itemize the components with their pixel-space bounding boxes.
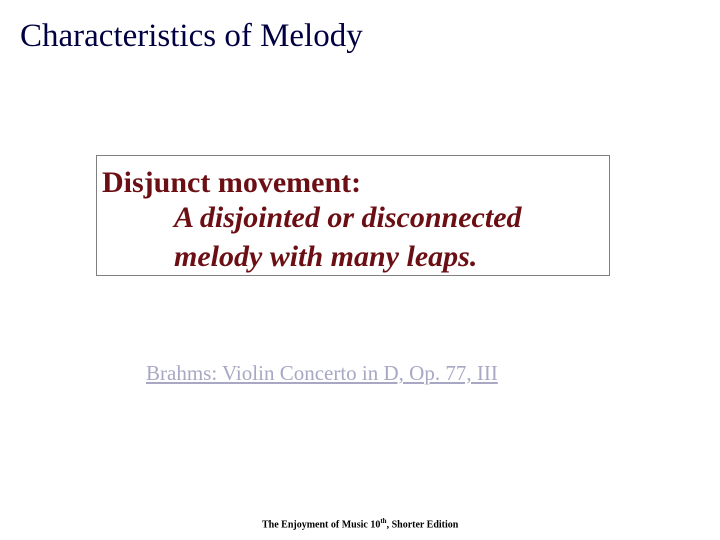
footer-credit [262, 518, 458, 530]
definition-term: Disjunct movement: [102, 166, 362, 199]
footer-superscript: th [380, 517, 387, 525]
slide-title: Characteristics of Melody [20, 18, 363, 54]
definition-text-line-1: A disjointed or disconnected [174, 201, 522, 234]
audio-example-link[interactable]: Brahms: Violin Concerto in D, Op. 77, III [146, 361, 498, 385]
definition-text-line-2: melody with many leaps. [174, 240, 478, 273]
footer-text-edition: , Shorter Edition [386, 519, 459, 531]
definition-box [96, 155, 610, 276]
footer-text-main: The Enjoyment of Music 10 [262, 519, 381, 531]
